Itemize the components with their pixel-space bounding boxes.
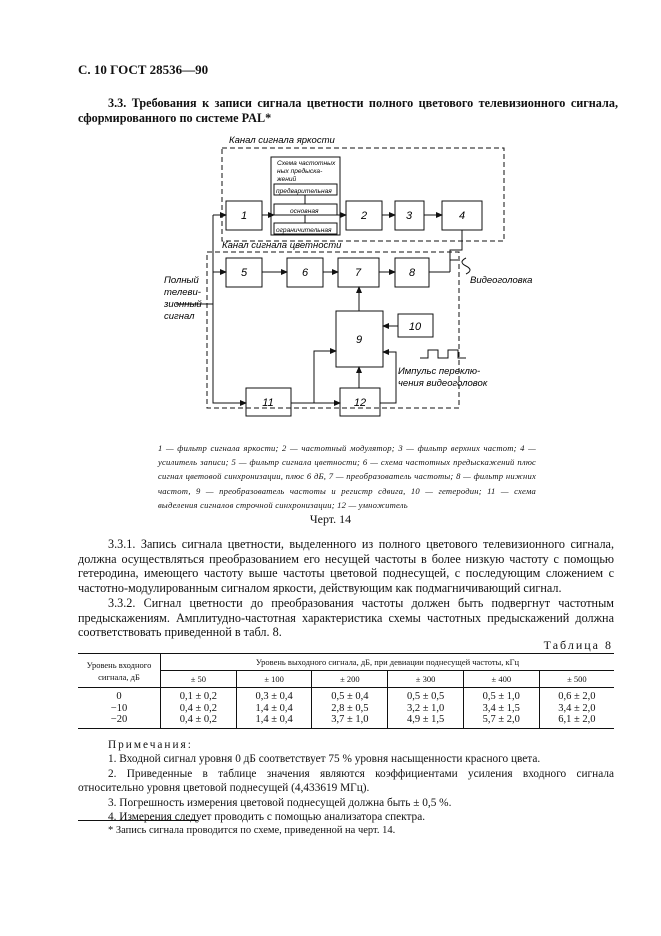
table-cell: 0,3 ± 0,4 xyxy=(236,688,312,703)
predistortion-title-2: ных предыска- xyxy=(277,168,323,175)
paragraph-3-3-2: 3.3.2. Сигнал цветности до преобразования частоты должен быть подвергнут частотным предыскажениям. Амплитудно-частотная характеристика схемы частотных предыскажений должна соответствовать приведенной в табл. 8. xyxy=(78,596,614,640)
table-8 xyxy=(78,653,614,729)
row-level: −10 xyxy=(110,702,128,714)
table-cell: 0,4 ± 0,2 xyxy=(161,703,237,715)
block-5-number: 5 xyxy=(240,267,248,279)
predistortion-block-3: ограничительная xyxy=(276,227,332,234)
row-level: 0 xyxy=(116,691,122,702)
row-level: −20 xyxy=(78,714,161,728)
notes-heading: Примечания: xyxy=(108,739,193,751)
block-1-number: 1 xyxy=(240,210,248,222)
figure-caption: 1 — фильтр сигнала яркости; 2 — частотный модулятор; 3 — фильтр верхних частот; 4 — усилитель записи; 5 — фильтр сигнала цветности; 6 — схема частотных предыскажений плюс сигнал цветовой синхронизации, плюс 6 дБ, 7 — преобразователь частоты; 8 — фильтр нижних частот, 9 — преобразователь частоты и регистр сдвига, 10 — гетеродин; 11 — схема выделения сигналов строчной синхронизации; 12 — умножитель xyxy=(158,443,536,510)
group-header: Уровень выходного сигнала, дБ, при девиации поднесущей частоты, кГц xyxy=(161,654,615,671)
table-row xyxy=(78,688,614,703)
block-2-number: 2 xyxy=(360,210,368,222)
block-12-number: 12 xyxy=(353,397,367,409)
note-item: 3. Погрешность измерения цветовой поднесущей должна быть ± 0,5 %. xyxy=(108,796,452,809)
table-cell: 3,7 ± 1,0 xyxy=(312,714,388,728)
table-cell: 4,9 ± 1,5 xyxy=(388,714,464,728)
table-cell: 0,5 ± 0,4 xyxy=(312,688,388,703)
footnote-divider xyxy=(78,820,198,821)
column-header: ± 100 xyxy=(236,671,312,688)
input-label-2: телеви- xyxy=(164,287,201,298)
table-cell: 5,7 ± 2,0 xyxy=(463,714,539,728)
figure-label: Черт. 14 xyxy=(309,512,352,526)
predistortion-block-2: основная xyxy=(290,208,319,215)
table-cell: 0,5 ± 0,5 xyxy=(388,688,464,703)
table-cell: 6,1 ± 2,0 xyxy=(539,714,614,728)
column-header: ± 200 xyxy=(312,671,388,688)
page-header: С. 10 ГОСТ 28536—90 xyxy=(78,62,209,77)
chroma-channel-label: Канал сигнала цветности xyxy=(222,240,342,251)
input-label-4: сигнал xyxy=(164,311,195,322)
table-cell: 3,4 ± 2,0 xyxy=(539,703,614,715)
table-caption: Таблица 8 xyxy=(543,638,613,652)
block-11-number: 11 xyxy=(262,397,274,409)
pulse-label-1: Импульс переклю- xyxy=(398,366,481,377)
table-cell: 0,1 ± 0,2 xyxy=(161,688,237,703)
table-row xyxy=(78,714,614,728)
note-item: 2. Приведенные в таблице значения являются коэффициентами усиления входного сигнала относительно уровня цветовой поднесущей (4,433619 МГц). xyxy=(78,767,614,795)
table-cell: 0,6 ± 2,0 xyxy=(539,688,614,703)
block-10-number: 10 xyxy=(408,321,422,333)
column-header: ± 500 xyxy=(539,671,614,688)
table-cell: 3,4 ± 1,5 xyxy=(463,703,539,715)
footnote: * Запись сигнала проводится по схеме, приведенной на черт. 14. xyxy=(108,825,396,836)
predistortion-title-3: жений xyxy=(277,176,297,183)
table-cell: 0,5 ± 1,0 xyxy=(463,688,539,703)
block-4-number: 4 xyxy=(458,210,466,222)
section-heading: 3.3. Требования к записи сигнала цветности полного цветового телевизионного сигнала, сформированного по системе PAL* xyxy=(78,96,618,125)
column-header: ± 400 xyxy=(463,671,539,688)
input-label-1: Полный xyxy=(164,275,199,286)
block-9-number: 9 xyxy=(355,334,363,346)
table-cell: 1,4 ± 0,4 xyxy=(236,714,312,728)
predistortion-block-1: предварительная xyxy=(276,188,332,195)
block-3-number: 3 xyxy=(405,210,413,222)
note-item: 1. Входной сигнал уровня 0 дБ соответствует 75 % уровня насыщенности красного цвета. xyxy=(108,753,541,766)
column-header: ± 300 xyxy=(388,671,464,688)
notes xyxy=(78,738,614,824)
table-cell: 0,4 ± 0,2 xyxy=(161,714,237,728)
row-header: Уровень входного сигнала, дБ xyxy=(78,654,161,688)
block-diagram xyxy=(0,0,661,440)
luma-channel-frame xyxy=(222,148,504,241)
table-cell: 1,4 ± 0,4 xyxy=(236,703,312,715)
paragraph-3-3-1: 3.3.1. Запись сигнала цветности, выделенного из полного цветового телевизионного сигнала, должна осуществляться преобразованием его несущей частоты в более низкую частоту с помощью гетеродина, имеющего частоту выше частоты цветовой поднесущей, с последующим сложением с частотно-модулированным сигналом яркости, действующим как подмагничивающий сигнал. xyxy=(78,537,614,595)
input-label-3: зионный xyxy=(164,299,202,310)
predistortion-title-1: Схема частотных xyxy=(277,160,336,167)
table-cell: 3,2 ± 1,0 xyxy=(388,703,464,715)
note-item: 4. Измерения следует проводить с помощью анализатора спектра. xyxy=(108,811,426,824)
video-head-label: Видеоголовка xyxy=(470,275,533,286)
block-7-number: 7 xyxy=(354,267,362,279)
table-row xyxy=(78,703,614,715)
block-6-number: 6 xyxy=(301,267,309,279)
luma-channel-label: Канал сигнала яркости xyxy=(229,135,335,146)
pulse-label-2: чения видеоголовок xyxy=(398,378,488,389)
column-header: ± 50 xyxy=(161,671,237,688)
table-cell: 2,8 ± 0,5 xyxy=(312,703,388,715)
block-8-number: 8 xyxy=(408,267,416,279)
